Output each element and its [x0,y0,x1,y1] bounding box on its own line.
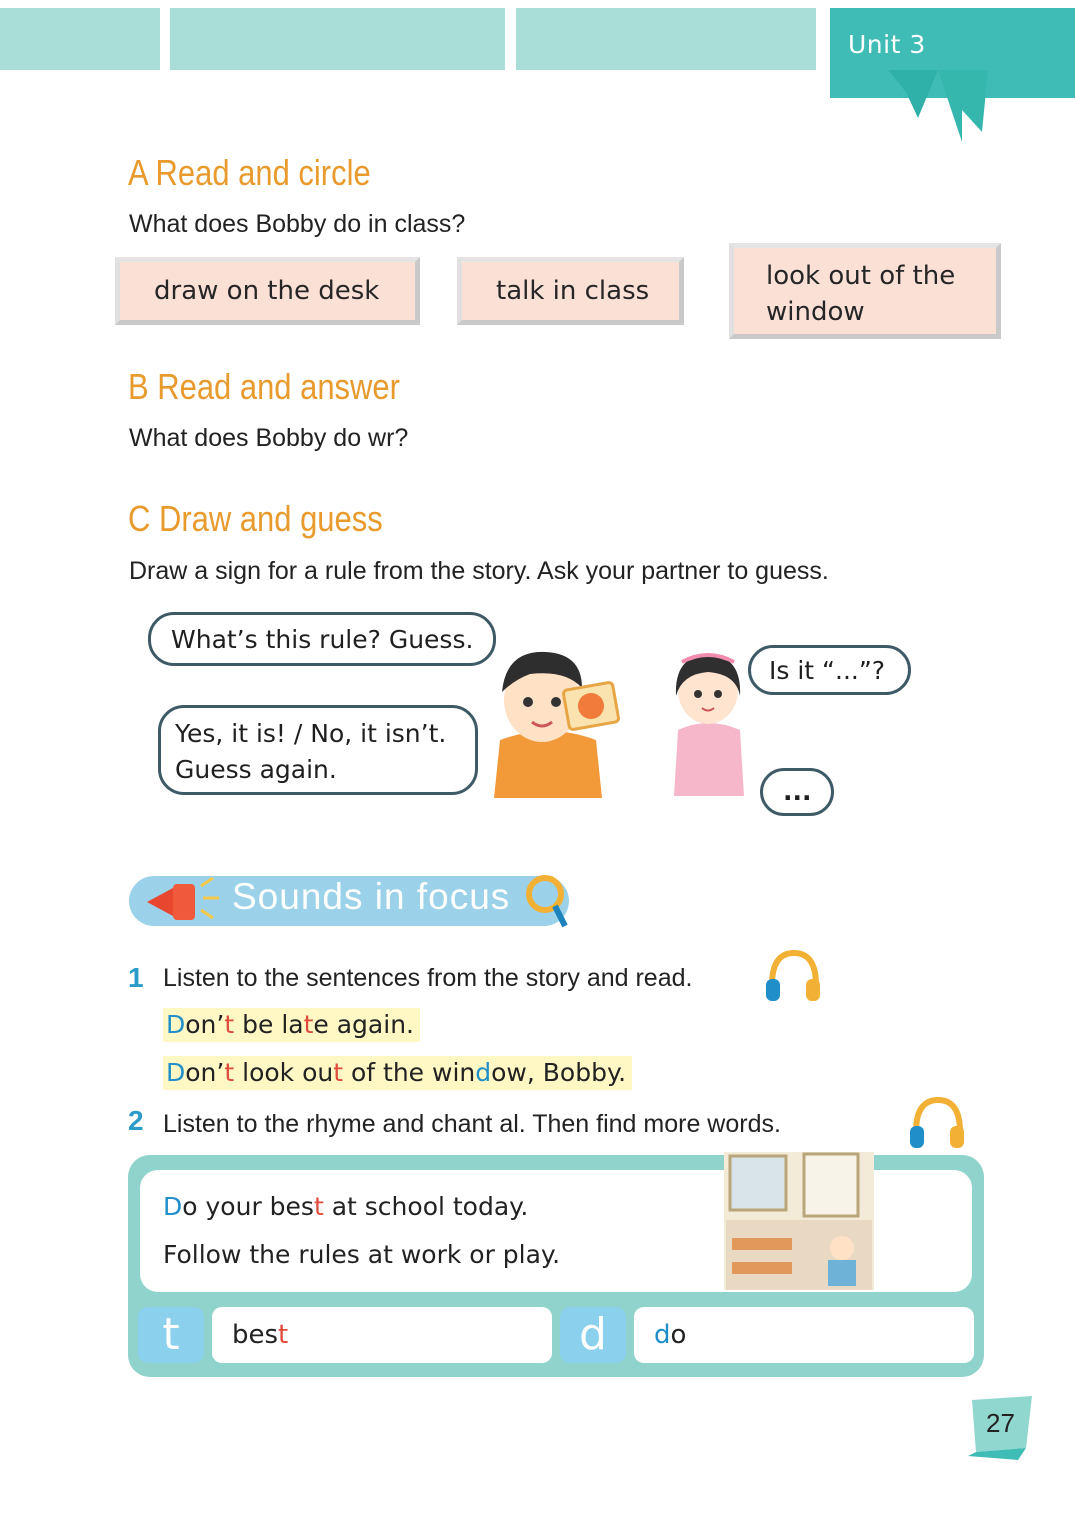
section-c-instruction: Draw a sign for a rule from the story. Ask your partner to guess. [129,557,829,585]
bubble-text-line2: Guess again. [175,755,337,784]
option-draw-on-desk[interactable] [115,257,420,325]
item-2-number: 2 [128,1105,144,1136]
section-b-question: What does Bobby do wr? [129,424,409,452]
sound-sentence-2: Don’t look out of the window, Bobby. [163,1056,632,1090]
ribbon-icon [878,70,998,150]
item-2-instruction: Listen to the rhyme and chant al. Then find more words. [163,1110,781,1138]
rhyme-line-2: Follow the rules at work or play. [163,1240,561,1269]
section-b-title: B Read and answer [128,366,400,407]
girl-illustration [668,650,748,800]
header-tab-1 [0,8,160,70]
speech-bubble-boy-1 [148,612,496,666]
headphones-icon[interactable] [762,945,822,1007]
option-talk-in-class[interactable] [457,257,684,325]
bubble-text-line1: Yes, it is! / No, it isn’t. [175,719,447,748]
option-label: talk in class [496,276,650,306]
header-tab-3 [516,8,816,70]
option-label: look out of the window [766,261,956,327]
letter-tile-t: t [138,1307,204,1363]
boy-illustration [470,640,630,800]
headphones-icon-2[interactable] [906,1092,966,1154]
page-number: 27 [986,1408,1015,1438]
bubble-text: Is it “...”? [769,656,886,685]
classroom-illustration [724,1152,874,1290]
sounds-banner-title: Sounds in focus [232,876,511,917]
word-box-d[interactable]: do [634,1307,974,1363]
unit-label: Unit 3 [848,30,926,59]
speech-bubble-boy-2 [158,705,478,795]
section-a-question: What does Bobby do in class? [129,210,466,238]
header-tab-2 [170,8,505,70]
letter-tile-d: d [560,1307,626,1363]
speech-bubble-girl-1 [748,645,911,695]
sound-sentence-1: Don’t be late again. [163,1008,420,1042]
item-1-instruction: Listen to the sentences from the story and read. [163,964,693,992]
speech-bubble-girl-2 [760,768,834,816]
section-c-title: C Draw and guess [128,498,383,539]
rhyme-line-1: Do your best at school today. [163,1192,529,1221]
bubble-text: What’s this rule? Guess. [171,625,474,654]
option-label: draw on the desk [154,276,380,306]
bubble-text: ... [783,777,812,806]
word-box-t[interactable]: best [212,1307,552,1363]
item-1-number: 1 [128,962,144,993]
section-a-title: A Read and circle [128,152,371,193]
option-look-out-window[interactable] [729,243,1001,339]
